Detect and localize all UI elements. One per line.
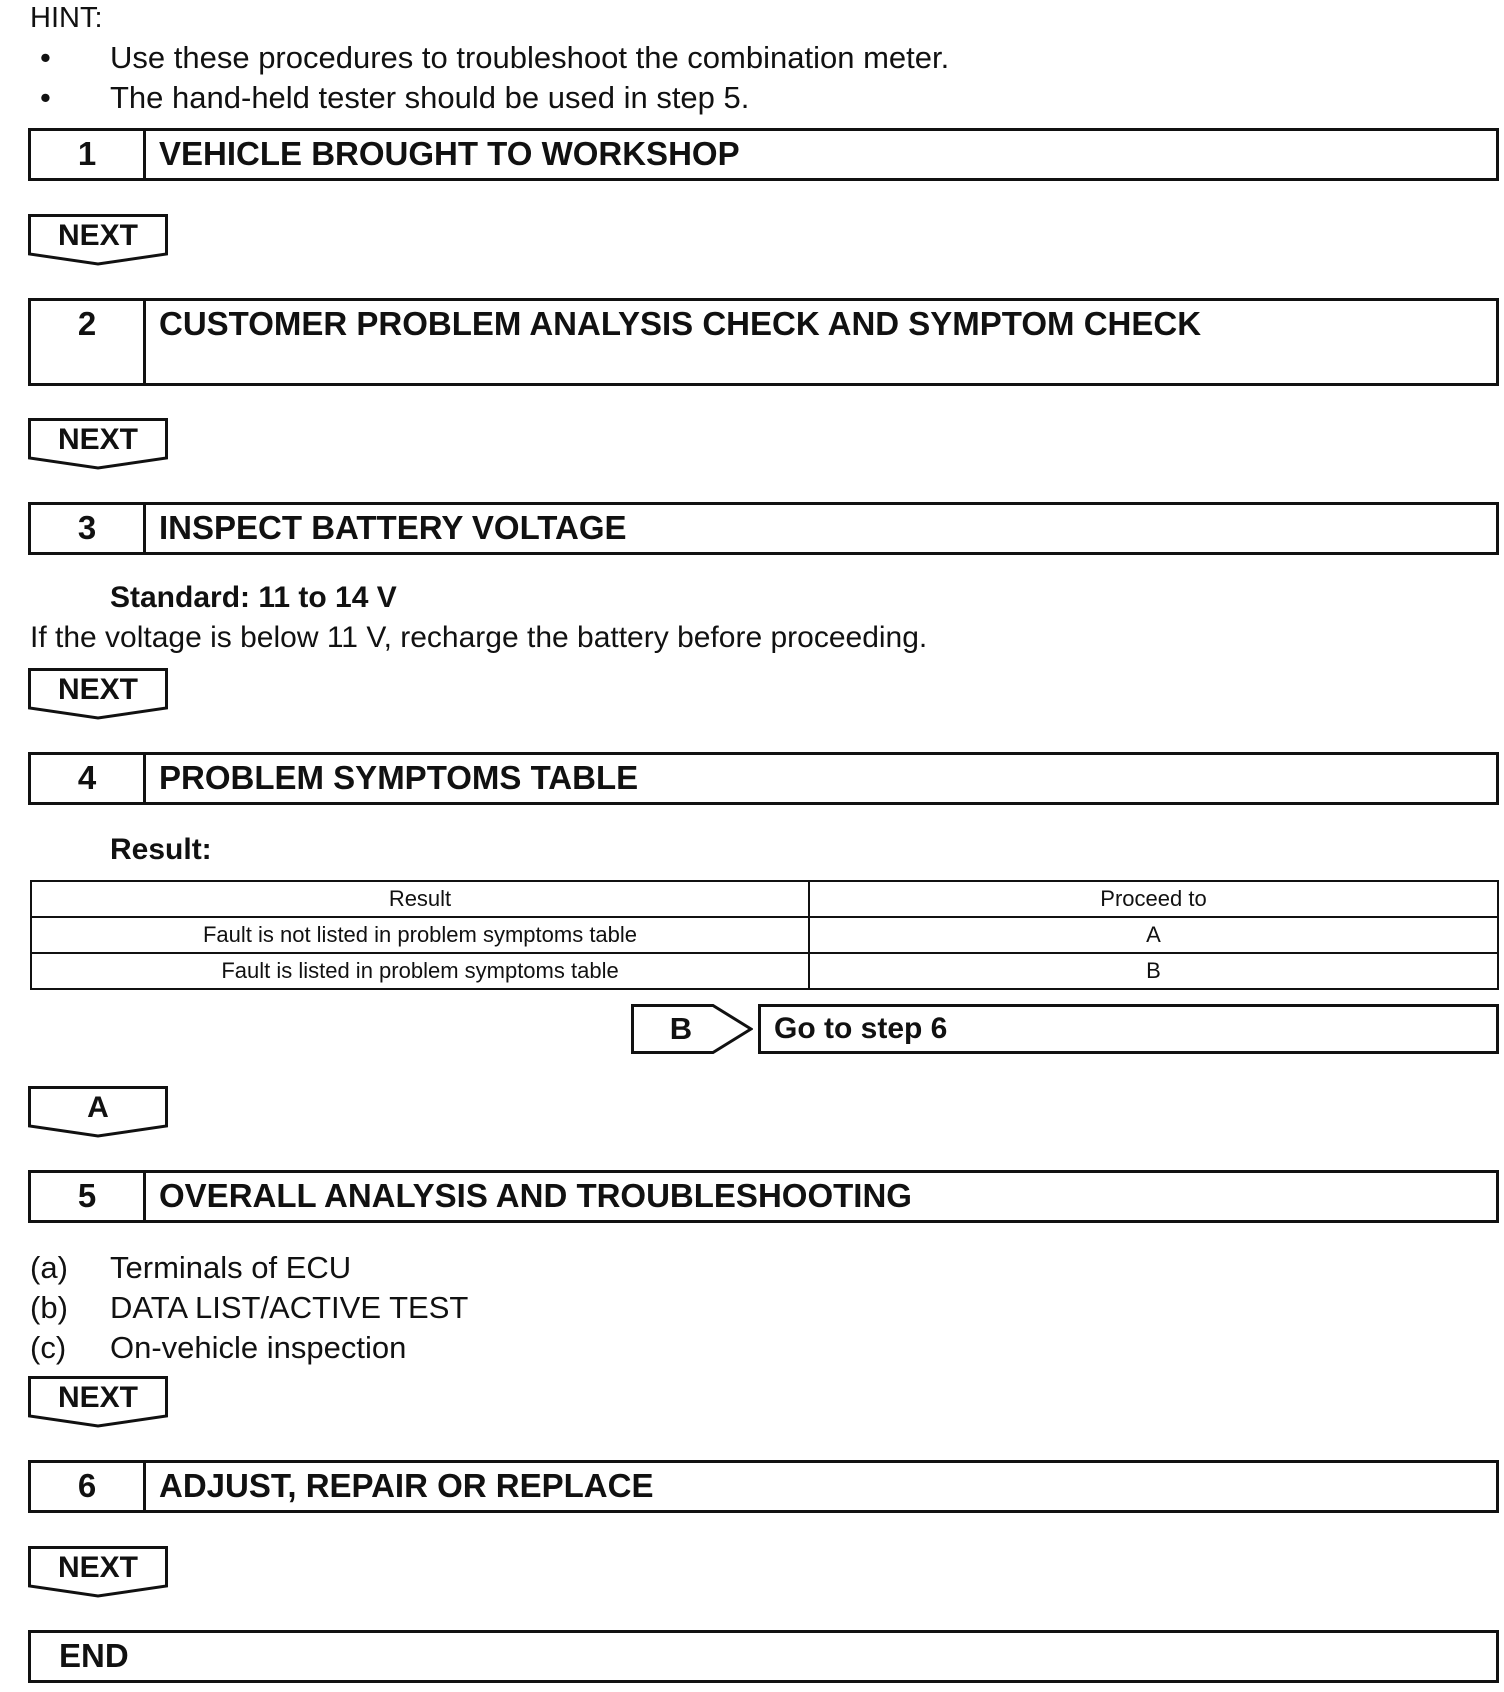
hint-bullet-text: The hand-held tester should be used in step 5. [110,80,750,115]
branch-code: B [669,1011,693,1046]
next-label: NEXT [57,423,138,456]
step-header-4 [28,752,1499,805]
next-button[interactable] [28,668,168,720]
list-letter: (a) [30,1250,68,1285]
end-label: END [59,1637,129,1674]
step-number: 4 [31,755,146,802]
next-label: NEXT [57,1381,138,1414]
table-header-row [31,881,1498,917]
hint-title: HINT: [30,2,103,34]
hint-bullet-text: Use these procedures to troubleshoot the combination meter. [110,40,950,75]
table-header-cell: Result [31,881,809,917]
table-header-cell: Proceed to [809,881,1498,917]
step-number: 3 [31,505,146,552]
step-title: VEHICLE BROUGHT TO WORKSHOP [159,135,740,172]
continue-a-button[interactable] [28,1086,168,1138]
result-table [30,880,1499,990]
next-button[interactable] [28,418,168,470]
step-number: 6 [31,1463,146,1510]
table-row [31,917,1498,953]
list-item [30,1288,468,1328]
hint-bullet [30,38,949,78]
list-item [30,1328,406,1368]
continue-label: A [87,1091,109,1124]
list-text: On-vehicle inspection [110,1330,407,1365]
next-label: NEXT [57,1551,138,1584]
step-header-1 [28,128,1499,181]
table-cell: Fault is listed in problem symptoms table [31,953,809,989]
next-button[interactable] [28,1546,168,1598]
step-title: INSPECT BATTERY VOLTAGE [159,509,627,546]
hint-bullet [30,78,749,118]
table-cell: Fault is not listed in problem symptoms table [31,917,809,953]
standard-value: Standard: 11 to 14 V [110,581,397,614]
step-number: 5 [31,1173,146,1220]
list-item [30,1248,351,1288]
end-box [28,1630,1499,1683]
step-header-3 [28,502,1499,555]
table-row [31,953,1498,989]
step-title: CUSTOMER PROBLEM ANALYSIS CHECK AND SYMPTOM CHECK [159,305,1202,342]
step-title: PROBLEM SYMPTOMS TABLE [159,759,639,796]
result-label: Result: [110,833,212,866]
battery-note: If the voltage is below 11 V, recharge the battery before proceeding. [30,621,928,654]
step-number: 1 [31,131,146,178]
next-button[interactable] [28,214,168,266]
bullet-icon: • [40,80,51,115]
list-text: DATA LIST/ACTIVE TEST [110,1290,469,1325]
branch-b-button[interactable] [631,1004,751,1054]
table-cell: B [809,953,1498,989]
next-button[interactable] [28,1376,168,1428]
next-label: NEXT [57,673,138,706]
next-label: NEXT [57,219,138,252]
table-cell: A [809,917,1498,953]
bullet-icon: • [40,40,51,75]
goto-step-box: Go to step 6 [758,1004,1499,1054]
step-number: 2 [31,301,146,383]
step-header-5 [28,1170,1499,1223]
list-text: Terminals of ECU [110,1250,352,1285]
step-title: ADJUST, REPAIR OR REPLACE [159,1467,654,1504]
list-letter: (c) [30,1330,67,1365]
list-letter: (b) [30,1290,68,1325]
step-header-6 [28,1460,1499,1513]
step-title: OVERALL ANALYSIS AND TROUBLESHOOTING [159,1177,912,1214]
step-header-2 [28,298,1499,386]
